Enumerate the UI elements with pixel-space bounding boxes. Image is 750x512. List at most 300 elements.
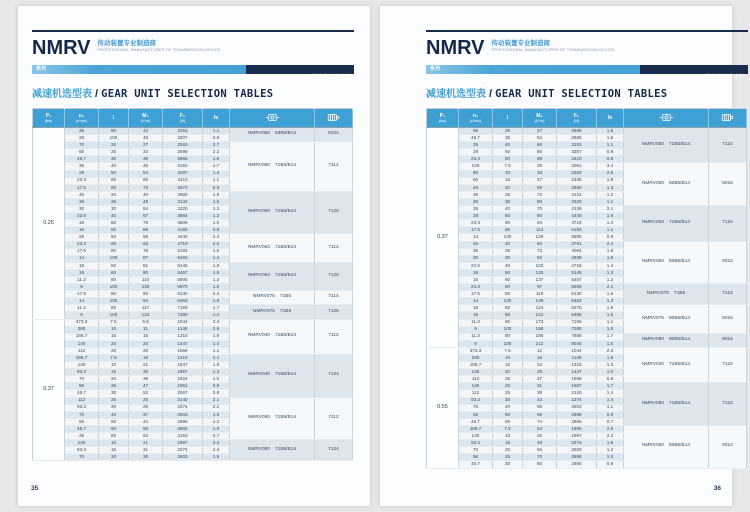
- value-cell: 80: [493, 291, 523, 298]
- gearbox-model: NMRV050: [641, 400, 664, 406]
- value-cell: 54: [523, 135, 557, 142]
- value-cell: 18: [65, 220, 99, 227]
- value-cell: 1.9: [203, 156, 230, 163]
- value-cell: 31: [523, 383, 557, 390]
- gearbox-model: NMRV050: [641, 443, 664, 449]
- value-cell: 11: [129, 326, 163, 333]
- value-cell: 100: [493, 298, 523, 305]
- value-cell: 36: [459, 248, 493, 255]
- value-cell: 186.7: [459, 425, 493, 432]
- column-header: fs: [597, 109, 624, 128]
- brand-tagline-cn: 传动装置专业制造商: [491, 40, 551, 47]
- value-cell: 50: [493, 213, 523, 220]
- value-cell: 2503: [557, 404, 597, 411]
- value-cell: 1.3: [597, 298, 624, 305]
- value-cell: 30: [99, 404, 129, 411]
- value-cell: 21: [129, 440, 163, 447]
- value-cell: 60: [459, 177, 493, 184]
- value-cell: 37: [523, 376, 557, 383]
- value-cell: 2.1: [203, 397, 230, 404]
- value-cell: 2.6: [203, 326, 230, 333]
- gearbox-model-cell: [230, 305, 315, 319]
- value-cell: 1.1: [597, 227, 624, 234]
- motor-type-cell: 7124: [709, 206, 747, 241]
- value-cell: 1.2: [203, 213, 230, 220]
- value-cell: 32: [523, 433, 557, 440]
- series-bar-product-block: [640, 65, 748, 80]
- value-cell: 9: [459, 340, 493, 347]
- value-cell: 1.4: [203, 255, 230, 262]
- value-cell: 3287: [557, 149, 597, 156]
- value-cell: 40: [493, 404, 523, 411]
- value-cell: 15: [459, 312, 493, 319]
- value-cell: 2274: [557, 397, 597, 404]
- value-cell: 3.4: [203, 319, 230, 326]
- value-cell: 1.6: [597, 213, 624, 220]
- value-cell: 25: [129, 347, 163, 354]
- value-cell: 38: [129, 376, 163, 383]
- value-cell: 70: [65, 454, 99, 461]
- column-header: i: [493, 109, 523, 128]
- gearbox-model-cell: [624, 163, 709, 206]
- table-row: [427, 284, 747, 291]
- value-cell: 100: [99, 298, 129, 305]
- value-cell: 80: [523, 213, 557, 220]
- value-cell: 20: [493, 369, 523, 376]
- table-row: [427, 305, 747, 312]
- value-cell: 25: [493, 128, 523, 135]
- value-cell: 38: [129, 156, 163, 163]
- value-cell: 1887: [557, 383, 597, 390]
- value-cell: 20: [99, 142, 129, 149]
- value-cell: 23.3: [459, 284, 493, 291]
- value-cell: 30: [99, 156, 129, 163]
- table-row: [33, 262, 353, 269]
- value-cell: 5145: [557, 269, 597, 276]
- column-header: F₂ (N): [163, 109, 203, 128]
- value-cell: 373.3: [65, 319, 99, 326]
- value-cell: 140: [459, 369, 493, 376]
- series-bar-product: 蜗轮蜗杆减速机: [311, 74, 350, 80]
- value-cell: 7.5: [493, 425, 523, 432]
- value-cell: 2.7: [203, 142, 230, 149]
- value-cell: 140: [459, 433, 493, 440]
- value-cell: 18: [129, 355, 163, 362]
- value-cell: 2.4: [203, 234, 230, 241]
- input-flange: 71B5: [673, 290, 686, 296]
- value-cell: 36: [459, 191, 493, 198]
- series-bar-label: 系列: [36, 66, 47, 72]
- value-cell: 35: [65, 163, 99, 170]
- page-title-cn: 减速机选型表: [32, 89, 92, 100]
- value-cell: 112: [65, 397, 99, 404]
- value-cell: 33: [129, 149, 163, 156]
- value-cell: 1.3: [203, 206, 230, 213]
- input-flange: 63B5/B14: [274, 131, 297, 137]
- value-cell: 56: [459, 411, 493, 418]
- table-row: [427, 128, 747, 135]
- value-cell: 12: [523, 347, 557, 354]
- table-row: [427, 383, 747, 390]
- input-flange: 71B5: [279, 294, 292, 300]
- value-cell: 2.3: [597, 433, 624, 440]
- value-cell: 1447: [163, 340, 203, 347]
- value-cell: 117: [129, 305, 163, 312]
- value-cell: 60: [99, 227, 129, 234]
- value-cell: 2660: [557, 184, 597, 191]
- value-cell: 140: [65, 340, 99, 347]
- value-cell: 60: [129, 177, 163, 184]
- value-cell: 3410: [163, 177, 203, 184]
- value-cell: 35: [459, 206, 493, 213]
- value-cell: 11.3: [459, 319, 493, 326]
- value-cell: 23.3: [459, 220, 493, 227]
- value-cell: 81: [129, 262, 163, 269]
- value-cell: 46.7: [65, 425, 99, 432]
- value-cell: 7.5: [99, 319, 129, 326]
- value-cell: 112: [459, 376, 493, 383]
- value-cell: 7.5: [493, 347, 523, 354]
- value-cell: 2.4: [203, 447, 230, 454]
- value-cell: 25: [99, 383, 129, 390]
- value-cell: 11.3: [65, 305, 99, 312]
- value-cell: 20: [99, 376, 129, 383]
- value-cell: 2.1: [597, 206, 624, 213]
- value-cell: 25: [129, 397, 163, 404]
- table-row: [427, 163, 747, 170]
- value-cell: 3791: [557, 241, 597, 248]
- table-row: [33, 142, 353, 149]
- gearbox-model: NMRV075: [252, 294, 275, 300]
- value-cell: 15: [493, 177, 523, 184]
- value-cell: 2503: [163, 411, 203, 418]
- value-cell: 1.7: [597, 333, 624, 340]
- page-title-sep: /: [92, 88, 102, 100]
- value-cell: 4440: [163, 234, 203, 241]
- motor-type-cell: 8016: [709, 333, 747, 347]
- value-cell: 60: [523, 241, 557, 248]
- value-cell: 100: [99, 255, 129, 262]
- input-flange: 71B5/B14: [274, 163, 297, 169]
- value-cell: 2.6: [597, 170, 624, 177]
- brand-header: [32, 37, 354, 63]
- value-cell: 1.0: [597, 369, 624, 376]
- value-cell: 1.8: [597, 305, 624, 312]
- table-row: [33, 128, 353, 135]
- value-cell: 63: [129, 241, 163, 248]
- input-flange: 71B5/B14: [668, 141, 691, 147]
- value-cell: 102: [523, 262, 557, 269]
- gearbox-model-cell: [230, 262, 315, 290]
- input-flange: 71B5/B14: [274, 446, 297, 452]
- value-cell: 120: [523, 269, 557, 276]
- value-cell: 1.1: [597, 319, 624, 326]
- page-title-sep: /: [486, 88, 496, 100]
- value-cell: 2.0: [203, 241, 230, 248]
- value-cell: 60: [493, 276, 523, 283]
- value-cell: 6463: [163, 298, 203, 305]
- value-cell: 38: [523, 390, 557, 397]
- value-cell: 46.7: [65, 390, 99, 397]
- value-cell: 6970: [163, 284, 203, 291]
- gear-selection-table: [426, 108, 747, 469]
- gearbox-model: NMRV063: [641, 219, 664, 225]
- value-cell: 1987: [163, 440, 203, 447]
- value-cell: 60: [99, 241, 129, 248]
- value-cell: 4440: [557, 213, 597, 220]
- gearbox-model: NMRV050: [247, 163, 270, 169]
- table-row: [33, 191, 353, 198]
- value-cell: 141: [523, 312, 557, 319]
- value-cell: 110: [129, 276, 163, 283]
- value-cell: 1.9: [203, 191, 230, 198]
- value-cell: 186.7: [65, 333, 99, 340]
- value-cell: 70: [65, 142, 99, 149]
- brand-tagline-en: PROFESSIONAL MANUFACTURER OF TRANSMISSION DEVICE: [491, 48, 615, 52]
- motor-type-cell: 8014: [709, 425, 747, 468]
- value-cell: 1568: [557, 376, 597, 383]
- motor-type-cell: 7124: [709, 284, 747, 305]
- value-cell: 6130: [163, 291, 203, 298]
- input-flange: 71B5/B14: [274, 209, 297, 215]
- input-flange: 80B5/B14: [668, 315, 691, 321]
- value-cell: 1.4: [597, 220, 624, 227]
- column-header: P₁ (kw): [427, 109, 459, 128]
- column-header: fs: [203, 109, 230, 128]
- value-cell: 1647: [163, 362, 203, 369]
- gearbox-model-cell: [624, 206, 709, 241]
- motor-type-cell: 8016: [709, 163, 747, 206]
- gearbox-model-cell: [624, 284, 709, 305]
- value-cell: 1.9: [203, 362, 230, 369]
- value-cell: 40: [493, 206, 523, 213]
- page-title-cn: 减速机选型表: [426, 89, 486, 100]
- input-flange: 71B5: [279, 308, 292, 314]
- value-cell: 1.0: [597, 326, 624, 333]
- value-cell: 15: [99, 447, 129, 454]
- value-cell: 1.9: [203, 298, 230, 305]
- value-cell: 9: [459, 326, 493, 333]
- catalog-page-right: [380, 6, 744, 506]
- value-cell: 1.4: [203, 170, 230, 177]
- value-cell: 14: [65, 298, 99, 305]
- column-header: M₂ (N·m): [523, 109, 557, 128]
- value-cell: 100: [493, 340, 523, 347]
- value-cell: 80: [99, 305, 129, 312]
- value-cell: 1.8: [597, 177, 624, 184]
- value-cell: 2262: [557, 170, 597, 177]
- value-cell: 2960: [163, 191, 203, 198]
- value-cell: 7183: [163, 305, 203, 312]
- value-cell: 15: [65, 269, 99, 276]
- value-cell: 40: [99, 411, 129, 418]
- brand-tagline-cn: 传动装置专业制造商: [97, 40, 157, 47]
- value-cell: 74: [523, 418, 557, 425]
- gearbox-model: NMRV063: [247, 244, 270, 250]
- motor-type-cell: 7114: [315, 291, 353, 305]
- value-cell: 10: [99, 440, 129, 447]
- value-cell: 5145: [163, 262, 203, 269]
- value-cell: 50: [99, 220, 129, 227]
- value-cell: 50: [129, 425, 163, 432]
- value-cell: 1.0: [203, 425, 230, 432]
- value-cell: 54: [129, 206, 163, 213]
- value-cell: 54: [129, 170, 163, 177]
- gearbox-model-cell: [230, 128, 315, 142]
- value-cell: 73: [523, 248, 557, 255]
- value-cell: 1.0: [203, 284, 230, 291]
- value-cell: 82: [523, 255, 557, 262]
- value-cell: 2865: [557, 135, 597, 142]
- value-cell: 140: [459, 383, 493, 390]
- motor-type-cell: 7124: [315, 440, 353, 461]
- value-cell: 2865: [557, 418, 597, 425]
- value-cell: 90: [459, 170, 493, 177]
- value-cell: 2.2: [203, 149, 230, 156]
- value-cell: 4719: [557, 220, 597, 227]
- value-cell: 80: [99, 128, 129, 135]
- value-cell: 3134: [163, 198, 203, 205]
- value-cell: 40: [493, 142, 523, 149]
- value-cell: 1.7: [203, 163, 230, 170]
- value-cell: 373.3: [459, 347, 493, 354]
- value-cell: 20: [99, 340, 129, 347]
- series-bar: [32, 65, 354, 80]
- value-cell: 1.0: [597, 454, 624, 461]
- value-cell: 5895: [557, 234, 597, 241]
- value-cell: 3.4: [597, 163, 624, 170]
- value-cell: 30: [99, 390, 129, 397]
- column-header: F₂ (N): [557, 109, 597, 128]
- value-cell: 60: [99, 269, 129, 276]
- value-cell: 30: [493, 198, 523, 205]
- value-cell: 25: [493, 248, 523, 255]
- value-cell: 123: [129, 312, 163, 319]
- value-cell: 3806: [163, 220, 203, 227]
- value-cell: 2696: [557, 128, 597, 135]
- gearbox-model: NMRV040: [247, 333, 270, 339]
- value-cell: 60: [493, 312, 523, 319]
- value-cell: 30: [493, 255, 523, 262]
- value-cell: 24: [523, 425, 557, 432]
- value-cell: 40: [493, 262, 523, 269]
- value-cell: 2140: [163, 397, 203, 404]
- value-cell: 80: [99, 248, 129, 255]
- gearbox-model: NMRV075: [252, 308, 275, 314]
- column-header: i: [99, 109, 129, 128]
- value-cell: 100: [99, 135, 129, 142]
- value-cell: 2865: [163, 425, 203, 432]
- column-header: P₁ (kw): [33, 109, 65, 128]
- gearbox-model-cell: [624, 383, 709, 426]
- value-cell: 23.3: [459, 156, 493, 163]
- value-cell: 18: [459, 305, 493, 312]
- gearbox-model: NMRV050: [641, 180, 664, 186]
- value-cell: 28: [459, 213, 493, 220]
- value-cell: 0.9: [597, 234, 624, 241]
- motor-type-cell: 7126: [315, 262, 353, 290]
- value-cell: 40: [99, 163, 129, 170]
- value-cell: 1.7: [597, 383, 624, 390]
- page-title: [32, 84, 354, 102]
- value-cell: 56: [65, 418, 99, 425]
- value-cell: 76: [129, 220, 163, 227]
- value-cell: 23.3: [65, 177, 99, 184]
- value-cell: 3307: [163, 135, 203, 142]
- value-cell: 6905: [163, 276, 203, 283]
- value-cell: 33: [523, 170, 557, 177]
- value-cell: 45: [459, 184, 493, 191]
- value-cell: 48: [129, 135, 163, 142]
- value-cell: 56: [523, 447, 557, 454]
- value-cell: 1.6: [597, 440, 624, 447]
- input-flange: 80B5/B14: [668, 443, 691, 449]
- gearbox-model-cell: [230, 291, 315, 305]
- value-cell: 14: [459, 298, 493, 305]
- value-cell: 15: [99, 333, 129, 340]
- value-cell: 22.5: [459, 262, 493, 269]
- value-cell: 1149: [557, 355, 597, 362]
- value-cell: 2696: [557, 411, 597, 418]
- value-cell: 3153: [163, 128, 203, 135]
- value-cell: 17.5: [65, 248, 99, 255]
- motor-type-cell: 7112: [315, 397, 353, 440]
- value-cell: 20: [99, 454, 129, 461]
- value-cell: 137: [523, 276, 557, 283]
- value-cell: 25: [493, 390, 523, 397]
- value-cell: 100: [99, 284, 129, 291]
- value-cell: 10: [493, 355, 523, 362]
- value-cell: 28: [523, 369, 557, 376]
- value-cell: 4719: [163, 241, 203, 248]
- value-cell: 25: [99, 198, 129, 205]
- value-cell: 0.9: [597, 149, 624, 156]
- value-cell: 60: [493, 284, 523, 291]
- value-cell: 60: [99, 425, 129, 432]
- value-cell: 80: [493, 333, 523, 340]
- value-cell: 14: [459, 234, 493, 241]
- value-cell: 46.7: [459, 461, 493, 468]
- value-cell: 186.7: [459, 362, 493, 369]
- value-cell: 1.4: [203, 312, 230, 319]
- value-cell: 50: [99, 418, 129, 425]
- value-cell: 48: [523, 440, 557, 447]
- gearbox-model-cell: [230, 319, 315, 354]
- value-cell: 25: [99, 149, 129, 156]
- value-cell: 1.6: [597, 291, 624, 298]
- input-flange: 71B5/B14: [274, 244, 297, 250]
- value-cell: 50: [99, 170, 129, 177]
- catalog-page-left: [18, 6, 370, 506]
- value-cell: 3153: [163, 163, 203, 170]
- power-rating-cell: 0.55: [427, 347, 459, 468]
- gearbox-model: NMRV075: [646, 290, 669, 296]
- value-cell: 30: [493, 397, 523, 404]
- value-cell: 73: [129, 184, 163, 191]
- value-cell: 30: [459, 198, 493, 205]
- value-cell: 56: [459, 128, 493, 135]
- value-cell: 60: [99, 177, 129, 184]
- value-cell: 68: [523, 142, 557, 149]
- value-cell: 7.5: [99, 355, 129, 362]
- value-cell: 94: [129, 298, 163, 305]
- value-cell: 6130: [557, 291, 597, 298]
- value-cell: 35: [459, 142, 493, 149]
- motor-type-cell: 8016: [709, 241, 747, 284]
- value-cell: 1315: [557, 362, 597, 369]
- gearbox-model-cell: [230, 440, 315, 461]
- value-cell: 1044: [557, 347, 597, 354]
